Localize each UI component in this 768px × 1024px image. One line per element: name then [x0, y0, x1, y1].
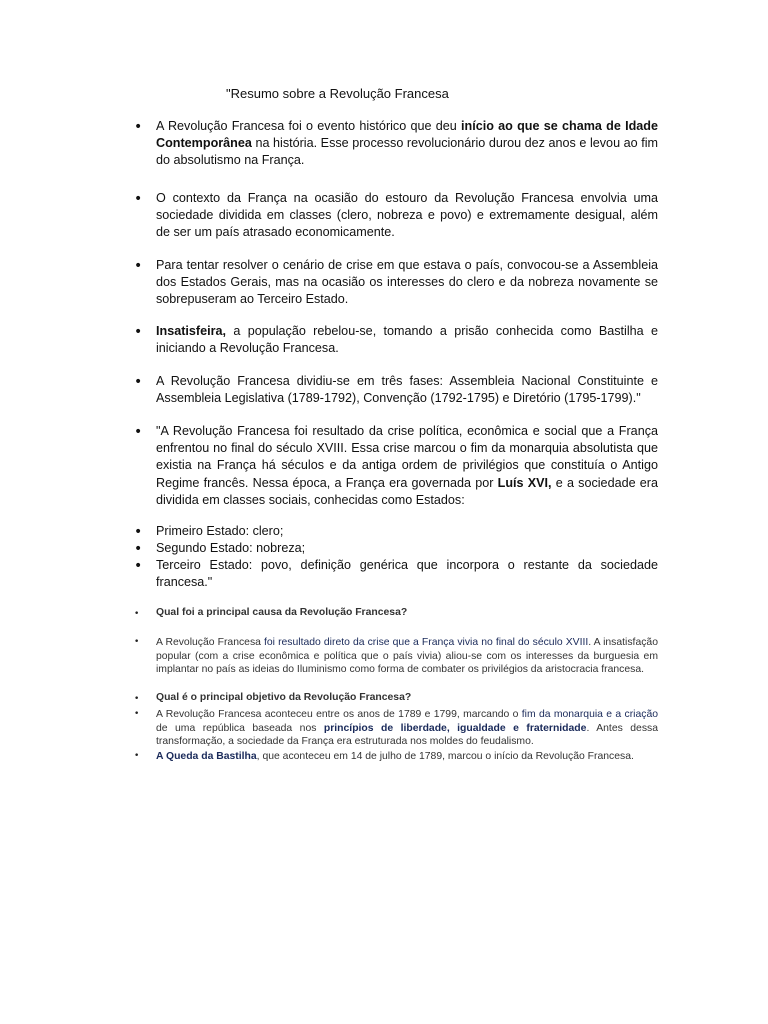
- bullet-icon: •: [134, 751, 140, 761]
- answer-1: [134, 636, 658, 678]
- bullet-text: O contexto da França na ocasião do estouro da Revolução Francesa envolvia uma sociedade dividida em classes (clero, nobreza e povo) e extremamente desigual, além de ser um país atrasado economicamente.: [156, 191, 658, 240]
- bullet-item-6: [134, 423, 658, 511]
- question-2: [134, 692, 658, 708]
- answer-text: A Revolução Francesa aconteceu entre os anos de 1789 e 1799, marcando o fim da monarquia e a criação de uma república baseada nos princípios de liberdade, igualdade e fraternidade. Antes dessa transformação, a sociedade da França era estruturada nos moldes do feudalismo.: [156, 709, 658, 747]
- bullet-item-4: [134, 323, 658, 359]
- estado-item-2: • Segundo Estado: nobreza;: [134, 541, 306, 557]
- bullet-icon: •: [134, 541, 143, 557]
- bullet-text: A Revolução Francesa foi o evento histórico que deu início ao que se chama de Idade Contemporânea na história. Esse processo revolucionário durou dez anos e levou ao fim do absolutismo na França.: [156, 119, 659, 168]
- bullet-icon: •: [134, 609, 140, 619]
- bullet-icon: •: [134, 558, 143, 574]
- bullet-text: "A Revolução Francesa foi resultado da crise política, econômica e social que a França enfrentou no final do século XVIII. Essa crise marcou o fim da monarquia absolutista que existia na França há séculos e da antiga ordem de privilégios que constituía o Antigo Regime francês. Nessa época, a França era governada por Luís XVI, e a sociedade era dividida em classes sociais, conhecidas como Estados:: [156, 424, 658, 507]
- bullet-icon: •: [134, 324, 143, 340]
- answer-text: A Queda da Bastilha, que aconteceu em 14 de julho de 1789, marcou o início da Revolução Francesa.: [156, 751, 634, 762]
- bullet-item-2: [134, 190, 658, 244]
- bullet-icon: •: [134, 258, 143, 274]
- estado-item-3: • Terceiro Estado: povo, definição genérica que incorpora o restante da sociedade francesa.": [134, 558, 658, 590]
- bullet-text: Insatisfeira, a população rebelou-se, tomando a prisão conhecida como Bastilha e iniciando a Revolução Francesa.: [156, 324, 658, 356]
- bullet-icon: •: [134, 374, 143, 390]
- bullet-text: A Revolução Francesa dividiu-se em três fases: Assembleia Nacional Constituinte e Assembleia Legislativa (1789-1792), Convenção (1792-1795) e Diretório (1795-1799).": [156, 374, 658, 406]
- bullet-item-5: [134, 373, 658, 409]
- answer-text: A Revolução Francesa foi resultado direto da crise que a França vivia no final do século XVIII. A insatisfação popular (com a crise econômica e política que o país vivia) aliou-se com os interesses da burguesia em implantar no país as ideias do Iluminismo como forma de combater os privilégios da aristocracia francesa.: [156, 637, 658, 675]
- bullet-item-1: [134, 118, 658, 172]
- bullet-icon: •: [134, 524, 143, 540]
- question-text: Qual foi a principal causa da Revolução Francesa?: [156, 607, 408, 618]
- bullet-item-3: [134, 257, 658, 311]
- bullet-icon: •: [134, 424, 143, 440]
- bullet-icon: •: [134, 119, 143, 135]
- estado-item-1: • Primeiro Estado: clero;: [134, 524, 284, 540]
- question-1: [134, 607, 658, 623]
- bullet-icon: •: [134, 709, 140, 719]
- bullet-icon: •: [134, 637, 140, 647]
- bullet-icon: •: [134, 694, 140, 704]
- bullet-icon: •: [134, 191, 143, 207]
- answer-3: [134, 750, 658, 766]
- answer-2: [134, 708, 658, 750]
- document-title: "Resumo sobre a Revolução Francesa: [226, 86, 449, 101]
- question-text: Qual é o principal objetivo da Revolução Francesa?: [156, 692, 412, 703]
- bullet-text: Para tentar resolver o cenário de crise em que estava o país, convocou-se a Assembleia dos Estados Gerais, mas na ocasião os interesses do clero e da nobreza novamente se sobrepuseram ao Terceiro Estado.: [156, 258, 658, 307]
